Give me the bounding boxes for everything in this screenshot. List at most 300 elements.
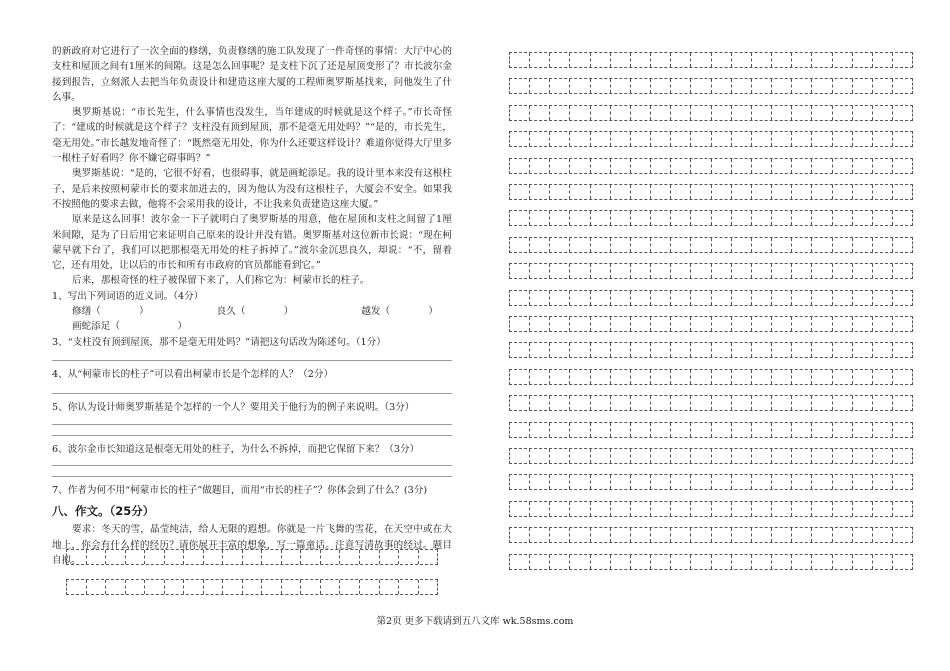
grid-cell[interactable] [510,528,530,542]
grid-cell[interactable] [184,550,204,564]
grid-cell[interactable] [223,580,243,594]
grid-cell[interactable] [204,550,224,564]
grid-cell[interactable] [510,106,530,120]
grid-cell[interactable] [651,238,671,252]
grid-cell[interactable] [67,580,87,594]
grid-cell[interactable] [530,106,550,120]
grid-cell[interactable] [873,317,893,331]
grid-cell[interactable] [651,185,671,199]
answer-line[interactable] [52,424,452,425]
grid-cell[interactable] [87,550,107,564]
grid-cell[interactable] [106,580,126,594]
grid-cell[interactable] [671,185,691,199]
grid-cell[interactable] [510,502,530,516]
grid-cell[interactable] [812,79,832,93]
grid-cell[interactable] [262,550,282,564]
grid-cell[interactable] [671,449,691,463]
grid-cell[interactable] [591,528,611,542]
grid-row[interactable] [509,501,913,517]
grid-cell[interactable] [671,317,691,331]
grid-cell[interactable] [792,555,812,569]
grid-cell[interactable] [631,449,651,463]
grid-cell[interactable] [712,159,732,173]
grid-cell[interactable] [893,317,912,331]
grid-cell[interactable] [530,238,550,252]
grid-cell[interactable] [651,343,671,357]
grid-cell[interactable] [570,106,590,120]
grid-cell[interactable] [282,580,302,594]
grid-cell[interactable] [752,370,772,384]
grid-cell[interactable] [591,159,611,173]
grid-cell[interactable] [853,475,873,489]
grid-cell[interactable] [772,264,792,278]
grid-cell[interactable] [530,211,550,225]
grid-cell[interactable] [671,396,691,410]
grid-cell[interactable] [792,238,812,252]
grid-cell[interactable] [893,211,912,225]
grid-cell[interactable] [570,370,590,384]
grid-cell[interactable] [550,79,570,93]
grid-cell[interactable] [550,475,570,489]
grid-cell[interactable] [570,211,590,225]
grid-cell[interactable] [712,132,732,146]
grid-cell[interactable] [752,53,772,67]
grid-cell[interactable] [631,185,651,199]
grid-cell[interactable] [530,449,550,463]
grid-cell[interactable] [893,423,912,437]
grid-cell[interactable] [380,580,400,594]
grid-cell[interactable] [772,238,792,252]
grid-cell[interactable] [812,555,832,569]
grid-cell[interactable] [671,132,691,146]
grid-cell[interactable] [873,528,893,542]
grid-cell[interactable] [510,449,530,463]
grid-cell[interactable] [631,423,651,437]
grid-cell[interactable] [893,238,912,252]
grid-cell[interactable] [752,159,772,173]
grid-cell[interactable] [550,396,570,410]
grid-cell[interactable] [833,370,853,384]
grid-cell[interactable] [591,106,611,120]
grid-cell[interactable] [853,106,873,120]
synonym-blank-1[interactable]: 修缮（ ） [72,306,149,318]
grid-cell[interactable] [530,185,550,199]
grid-cell[interactable] [772,396,792,410]
grid-cell[interactable] [550,159,570,173]
grid-row[interactable] [509,422,913,438]
grid-cell[interactable] [510,317,530,331]
grid-cell[interactable] [873,396,893,410]
grid-cell[interactable] [651,502,671,516]
grid-cell[interactable] [752,211,772,225]
grid-cell[interactable] [671,555,691,569]
grid-cell[interactable] [893,502,912,516]
grid-cell[interactable] [833,132,853,146]
grid-cell[interactable] [772,555,792,569]
grid-cell[interactable] [611,343,631,357]
grid-cell[interactable] [691,555,711,569]
grid-cell[interactable] [631,159,651,173]
grid-cell[interactable] [651,317,671,331]
grid-cell[interactable] [812,132,832,146]
grid-cell[interactable] [712,291,732,305]
grid-cell[interactable] [873,53,893,67]
grid-cell[interactable] [732,185,752,199]
grid-cell[interactable] [671,423,691,437]
grid-cell[interactable] [772,185,792,199]
grid-cell[interactable] [752,555,772,569]
grid-cell[interactable] [399,580,419,594]
grid-cell[interactable] [792,53,812,67]
grid-cell[interactable] [732,291,752,305]
grid-cell[interactable] [570,264,590,278]
grid-cell[interactable] [833,185,853,199]
grid-cell[interactable] [671,502,691,516]
grid-row[interactable] [509,316,913,332]
grid-cell[interactable] [530,502,550,516]
grid-cell[interactable] [550,238,570,252]
grid-cell[interactable] [671,79,691,93]
grid-cell[interactable] [732,555,752,569]
grid-cell[interactable] [419,550,438,564]
grid-cell[interactable] [631,555,651,569]
grid-cell[interactable] [873,343,893,357]
grid-cell[interactable] [772,79,792,93]
grid-cell[interactable] [691,475,711,489]
grid-cell[interactable] [772,475,792,489]
grid-cell[interactable] [853,53,873,67]
grid-cell[interactable] [671,211,691,225]
grid-cell[interactable] [530,159,550,173]
grid-cell[interactable] [611,264,631,278]
grid-cell[interactable] [792,291,812,305]
grid-row[interactable] [509,290,913,306]
grid-cell[interactable] [530,132,550,146]
grid-cell[interactable] [530,264,550,278]
grid-cell[interactable] [893,185,912,199]
grid-cell[interactable] [893,475,912,489]
grid-cell[interactable] [752,343,772,357]
grid-cell[interactable] [853,555,873,569]
grid-row[interactable] [509,527,913,543]
grid-cell[interactable] [611,555,631,569]
grid-cell[interactable] [510,264,530,278]
grid-cell[interactable] [712,317,732,331]
grid-row[interactable] [509,474,913,490]
grid-cell[interactable] [223,550,243,564]
grid-cell[interactable] [340,580,360,594]
grid-row[interactable] [509,369,913,385]
grid-cell[interactable] [530,79,550,93]
grid-cell[interactable] [611,502,631,516]
grid-cell[interactable] [893,53,912,67]
grid-cell[interactable] [853,264,873,278]
grid-cell[interactable] [873,291,893,305]
grid-row[interactable] [509,448,913,464]
grid-cell[interactable] [752,132,772,146]
grid-cell[interactable] [550,264,570,278]
grid-cell[interactable] [853,185,873,199]
grid-cell[interactable] [752,475,772,489]
grid-cell[interactable] [772,528,792,542]
grid-cell[interactable] [691,291,711,305]
grid-cell[interactable] [570,449,590,463]
grid-cell[interactable] [893,106,912,120]
grid-cell[interactable] [380,550,400,564]
grid-cell[interactable] [591,475,611,489]
grid-cell[interactable] [651,264,671,278]
grid-cell[interactable] [631,502,651,516]
grid-cell[interactable] [321,550,341,564]
grid-cell[interactable] [550,423,570,437]
grid-cell[interactable] [550,53,570,67]
grid-cell[interactable] [873,502,893,516]
grid-cell[interactable] [833,264,853,278]
grid-row[interactable] [509,342,913,358]
grid-cell[interactable] [611,528,631,542]
grid-cell[interactable] [399,550,419,564]
grid-cell[interactable] [732,317,752,331]
grid-cell[interactable] [631,291,651,305]
grid-cell[interactable] [550,211,570,225]
grid-cell[interactable] [340,550,360,564]
grid-cell[interactable] [772,53,792,67]
grid-cell[interactable] [631,53,651,67]
grid-cell[interactable] [611,185,631,199]
grid-cell[interactable] [570,159,590,173]
grid-cell[interactable] [631,132,651,146]
grid-cell[interactable] [611,211,631,225]
grid-cell[interactable] [591,317,611,331]
grid-cell[interactable] [792,185,812,199]
grid-cell[interactable] [772,159,792,173]
synonym-blank-3[interactable]: 越发（ ） [361,306,438,318]
grid-cell[interactable] [833,528,853,542]
grid-cell[interactable] [853,238,873,252]
grid-cell[interactable] [712,502,732,516]
grid-cell[interactable] [873,106,893,120]
grid-cell[interactable] [591,185,611,199]
grid-cell[interactable] [67,550,87,564]
grid-cell[interactable] [812,370,832,384]
grid-cell[interactable] [873,423,893,437]
grid-row[interactable] [66,579,438,595]
grid-cell[interactable] [671,106,691,120]
grid-cell[interactable] [812,449,832,463]
grid-cell[interactable] [550,502,570,516]
grid-cell[interactable] [873,79,893,93]
grid-cell[interactable] [833,475,853,489]
grid-cell[interactable] [873,264,893,278]
grid-cell[interactable] [691,502,711,516]
grid-cell[interactable] [570,528,590,542]
grid-cell[interactable] [591,79,611,93]
grid-cell[interactable] [752,317,772,331]
grid-cell[interactable] [893,370,912,384]
grid-cell[interactable] [651,79,671,93]
grid-cell[interactable] [611,132,631,146]
grid-cell[interactable] [550,106,570,120]
grid-cell[interactable] [732,211,752,225]
grid-cell[interactable] [712,79,732,93]
grid-cell[interactable] [510,555,530,569]
grid-cell[interactable] [631,396,651,410]
grid-cell[interactable] [651,291,671,305]
grid-cell[interactable] [893,555,912,569]
grid-cell[interactable] [611,53,631,67]
grid-row[interactable] [509,263,913,279]
grid-cell[interactable] [752,185,772,199]
grid-cell[interactable] [691,343,711,357]
grid-cell[interactable] [651,449,671,463]
grid-cell[interactable] [321,580,341,594]
grid-cell[interactable] [510,79,530,93]
grid-cell[interactable] [611,317,631,331]
grid-cell[interactable] [772,291,792,305]
grid-cell[interactable] [792,211,812,225]
grid-cell[interactable] [591,53,611,67]
grid-cell[interactable] [510,291,530,305]
grid-cell[interactable] [570,291,590,305]
grid-cell[interactable] [611,423,631,437]
answer-line[interactable] [52,476,452,477]
grid-row[interactable] [509,105,913,121]
grid-cell[interactable] [752,79,772,93]
grid-cell[interactable] [812,106,832,120]
grid-cell[interactable] [792,528,812,542]
grid-cell[interactable] [671,291,691,305]
grid-cell[interactable] [631,106,651,120]
grid-cell[interactable] [772,106,792,120]
grid-cell[interactable] [893,528,912,542]
grid-cell[interactable] [792,317,812,331]
grid-cell[interactable] [671,343,691,357]
grid-cell[interactable] [812,396,832,410]
grid-cell[interactable] [550,449,570,463]
grid-cell[interactable] [510,53,530,67]
grid-cell[interactable] [671,159,691,173]
grid-cell[interactable] [893,132,912,146]
grid-cell[interactable] [510,238,530,252]
answer-line[interactable] [52,360,452,361]
grid-cell[interactable] [712,185,732,199]
grid-cell[interactable] [530,423,550,437]
grid-cell[interactable] [752,449,772,463]
grid-cell[interactable] [732,528,752,542]
grid-cell[interactable] [712,211,732,225]
grid-cell[interactable] [570,53,590,67]
grid-cell[interactable] [651,528,671,542]
grid-cell[interactable] [833,159,853,173]
grid-cell[interactable] [651,211,671,225]
grid-cell[interactable] [301,550,321,564]
grid-cell[interactable] [691,79,711,93]
grid-cell[interactable] [732,396,752,410]
grid-row[interactable] [509,52,913,68]
grid-cell[interactable] [530,396,550,410]
grid-cell[interactable] [853,423,873,437]
grid-cell[interactable] [611,79,631,93]
grid-cell[interactable] [833,423,853,437]
grid-cell[interactable] [772,370,792,384]
grid-cell[interactable] [591,555,611,569]
grid-row[interactable] [509,210,913,226]
grid-cell[interactable] [591,264,611,278]
grid-cell[interactable] [550,291,570,305]
grid-cell[interactable] [360,550,380,564]
grid-row[interactable] [66,549,438,565]
grid-cell[interactable] [691,106,711,120]
grid-cell[interactable] [651,159,671,173]
grid-cell[interactable] [752,238,772,252]
grid-cell[interactable] [611,370,631,384]
grid-cell[interactable] [833,106,853,120]
grid-cell[interactable] [671,53,691,67]
grid-row[interactable] [509,237,913,253]
grid-cell[interactable] [792,423,812,437]
grid-cell[interactable] [550,317,570,331]
grid-row[interactable] [509,554,913,570]
grid-cell[interactable] [651,132,671,146]
grid-cell[interactable] [772,132,792,146]
grid-cell[interactable] [570,132,590,146]
grid-cell[interactable] [792,79,812,93]
grid-cell[interactable] [752,106,772,120]
grid-cell[interactable] [570,423,590,437]
grid-cell[interactable] [510,211,530,225]
grid-cell[interactable] [732,106,752,120]
grid-cell[interactable] [106,550,126,564]
synonym-blank-4[interactable]: 画蛇添足（ ） [72,321,188,333]
grid-cell[interactable] [732,502,752,516]
grid-cell[interactable] [853,317,873,331]
grid-cell[interactable] [591,211,611,225]
grid-cell[interactable] [591,502,611,516]
grid-cell[interactable] [691,528,711,542]
answer-line[interactable] [52,393,452,394]
grid-cell[interactable] [732,423,752,437]
grid-cell[interactable] [651,396,671,410]
grid-cell[interactable] [712,396,732,410]
grid-cell[interactable] [792,370,812,384]
grid-cell[interactable] [510,423,530,437]
grid-cell[interactable] [570,475,590,489]
grid-cell[interactable] [530,555,550,569]
grid-cell[interactable] [510,343,530,357]
grid-cell[interactable] [510,370,530,384]
grid-cell[interactable] [550,370,570,384]
grid-cell[interactable] [631,79,651,93]
grid-cell[interactable] [262,580,282,594]
grid-cell[interactable] [812,343,832,357]
grid-cell[interactable] [792,264,812,278]
grid-cell[interactable] [570,343,590,357]
grid-cell[interactable] [550,132,570,146]
grid-cell[interactable] [853,528,873,542]
grid-cell[interactable] [243,580,263,594]
answer-line[interactable] [52,465,452,466]
grid-cell[interactable] [873,449,893,463]
grid-cell[interactable] [812,53,832,67]
grid-cell[interactable] [853,79,873,93]
grid-cell[interactable] [712,53,732,67]
grid-cell[interactable] [833,211,853,225]
grid-cell[interactable] [671,528,691,542]
grid-cell[interactable] [510,159,530,173]
grid-row[interactable] [509,78,913,94]
grid-cell[interactable] [812,317,832,331]
grid-cell[interactable] [126,580,146,594]
